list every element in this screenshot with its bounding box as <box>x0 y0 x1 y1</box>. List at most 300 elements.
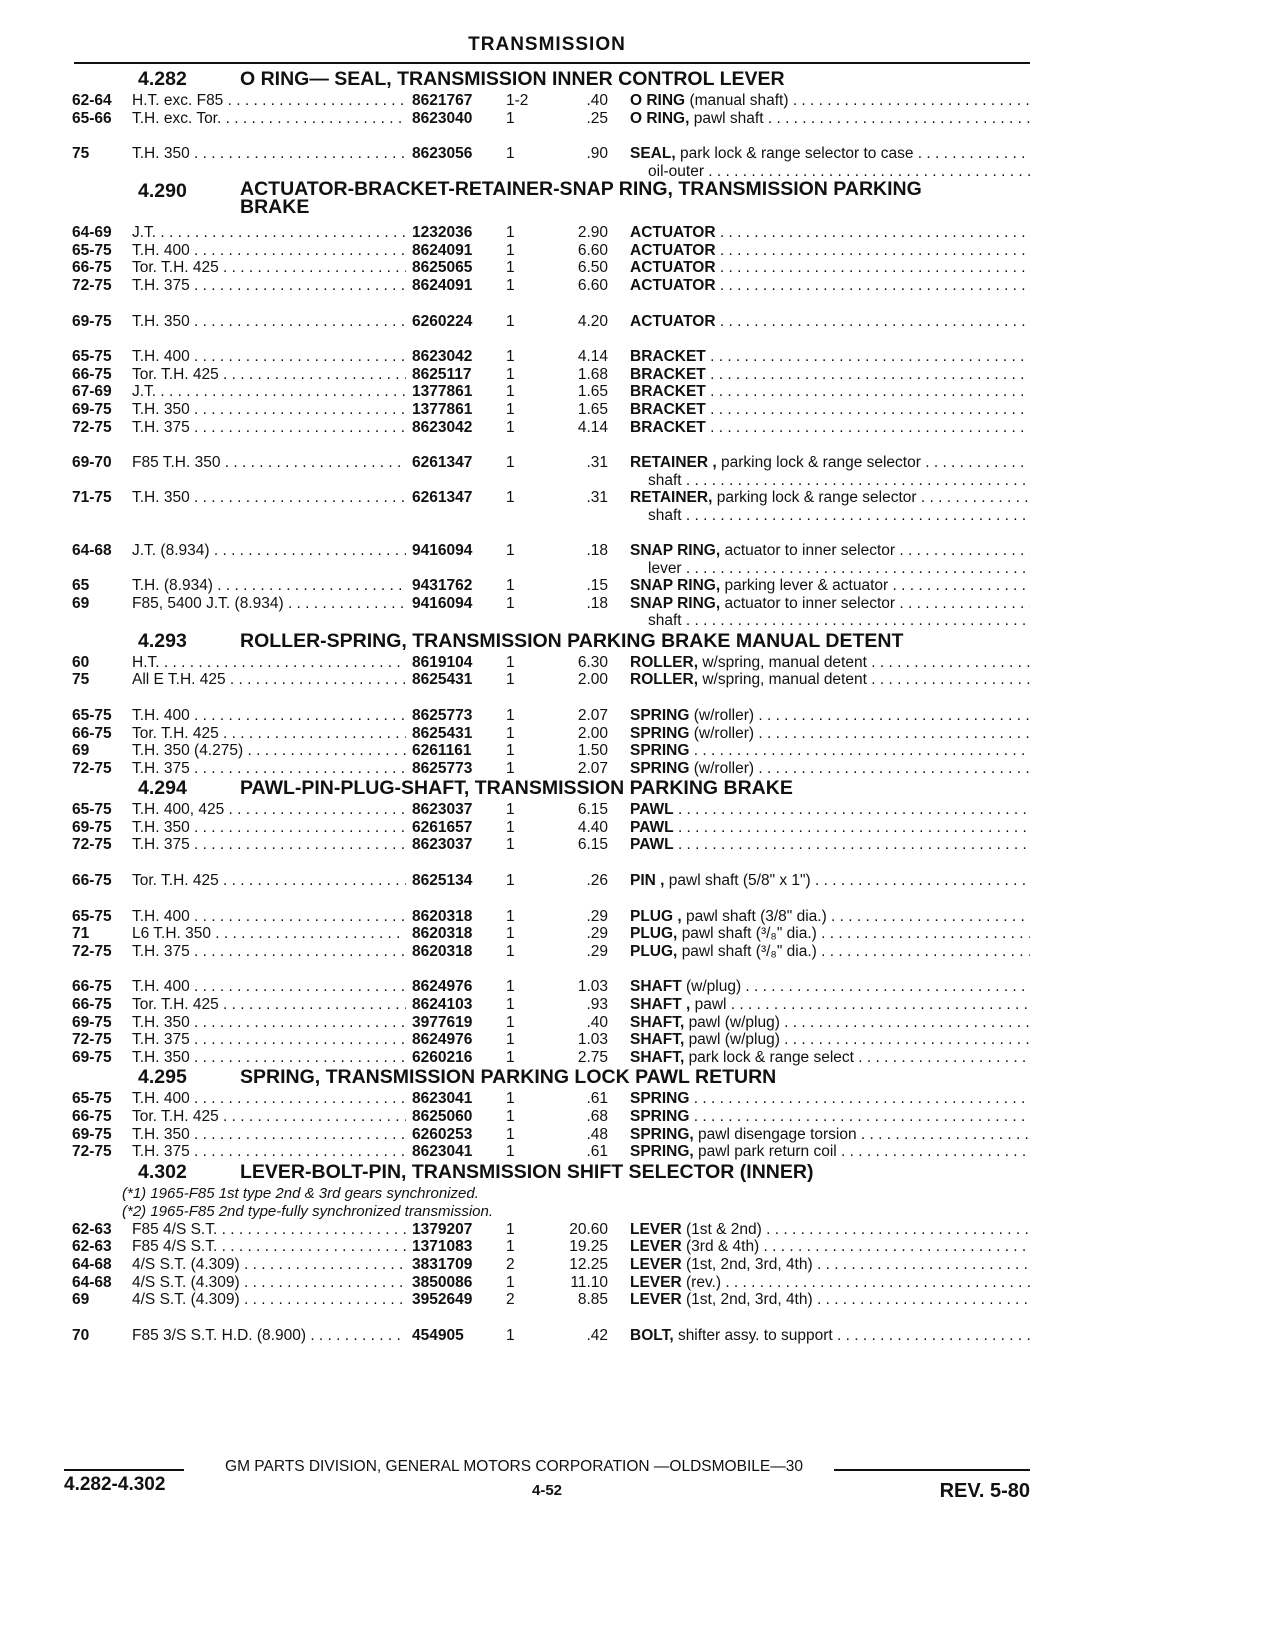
part-name: PIN , <box>630 872 665 890</box>
description-line <box>630 725 1030 743</box>
description <box>630 707 1030 725</box>
part-name: PAWL <box>630 801 674 819</box>
description <box>630 872 1030 890</box>
application: T.H. 400, 425 . . . <box>132 801 450 819</box>
application: T.H. 400 . . . <box>132 978 450 996</box>
description <box>630 366 1030 384</box>
price: .40 <box>586 92 608 109</box>
part-row <box>64 725 1030 743</box>
application: 4/S S.T. (4.309) . . . <box>132 1274 450 1292</box>
quantity: 1 <box>506 1108 515 1125</box>
price: 6.60 <box>577 276 608 294</box>
part-detail: pawl shaft (³/₈" dia.) <box>681 925 817 943</box>
application: T.H. 375 . . . <box>132 836 450 854</box>
part-row <box>64 454 1030 489</box>
description-line <box>630 259 1030 277</box>
quantity: 1 <box>506 724 515 742</box>
part-detail: pawl shaft (3/8" dia.) <box>685 907 827 925</box>
application: 4/S S.T. (4.309) . . . <box>132 1291 450 1309</box>
description <box>630 943 1030 961</box>
quantity: 1 <box>506 454 515 472</box>
section-note: (*1) 1965-F85 1st type 2nd & 3rd gears synchronized. <box>122 1184 479 1202</box>
description <box>630 654 1030 672</box>
part-detail: (rev.) <box>686 1273 722 1291</box>
quantity: 1 <box>506 925 515 943</box>
description <box>630 1256 1030 1274</box>
part-row <box>64 595 1030 630</box>
model-years: 64-68 <box>72 1255 112 1273</box>
part-number: 8623040 <box>406 110 502 128</box>
price: 1.68 <box>577 365 608 383</box>
part-row <box>64 801 1030 819</box>
application: H.T. . . . <box>132 654 450 672</box>
part-row <box>64 760 1030 778</box>
part-detail: actuator to inner selector <box>724 594 896 612</box>
model-years: 66-75 <box>72 724 112 742</box>
application: F85 T.H. 350 . . . <box>132 454 450 472</box>
part-row <box>64 383 1030 401</box>
model-years: 60 <box>72 653 90 671</box>
section-heading <box>64 1066 1030 1090</box>
quantity: 1 <box>506 1238 515 1256</box>
part-number: 8625773 <box>406 707 502 725</box>
model-years: 64-68 <box>72 1273 112 1291</box>
part-detail: w/spring, manual detent <box>702 653 867 671</box>
model-years: 69-75 <box>72 312 112 330</box>
quantity: 1 <box>506 907 515 925</box>
description-continuation: shaft . . . <box>630 612 1030 630</box>
quantity: 1 <box>506 759 515 777</box>
quantity: 1 <box>506 1031 515 1049</box>
quantity: 1 <box>506 348 515 366</box>
price: 6.15 <box>577 801 608 819</box>
part-row <box>64 348 1030 366</box>
group-spacer <box>64 854 1030 872</box>
quantity: 1 <box>506 1143 515 1161</box>
application: T.H. 350 . . . <box>132 1126 450 1144</box>
part-row <box>64 313 1030 331</box>
quantity: 1 <box>506 365 515 383</box>
price: 20.60 <box>569 1220 608 1238</box>
group-spacer <box>64 890 1030 908</box>
part-number: 8620318 <box>406 925 502 943</box>
section-number: 4.293 <box>138 629 187 652</box>
part-name: BRACKET <box>630 383 706 401</box>
price: 8.85 <box>577 1291 608 1309</box>
description-line <box>630 1256 1030 1274</box>
price: .40 <box>586 1013 608 1031</box>
description <box>630 454 1030 489</box>
part-name: PLUG , <box>630 907 682 925</box>
part-detail: pawl (w/plug) <box>688 1013 780 1031</box>
description-line <box>630 1031 1030 1049</box>
header-rule <box>74 62 1030 64</box>
quantity: 1 <box>506 1326 515 1344</box>
description <box>630 1014 1030 1032</box>
price: 1.50 <box>577 742 608 760</box>
price: 1.03 <box>577 978 608 996</box>
part-name: SNAP RING, <box>630 577 721 595</box>
quantity: 1 <box>506 742 515 760</box>
part-row <box>64 836 1030 854</box>
model-years: 65 <box>72 577 90 595</box>
model-years: 66-75 <box>72 996 112 1014</box>
application: T.H. 375 . . . <box>132 277 450 295</box>
application: T.H. 400 . . . <box>132 707 450 725</box>
quantity: 1 <box>506 224 515 242</box>
application: T.H. 350 . . . <box>132 401 450 419</box>
footer-rule-right <box>834 1469 1030 1471</box>
price: 4.14 <box>577 348 608 366</box>
section-title: LEVER-BOLT-PIN, TRANSMISSION SHIFT SELECTOR (INNER) <box>240 1160 814 1183</box>
description-line <box>630 707 1030 725</box>
part-number: 6261347 <box>406 454 502 472</box>
price: 2.00 <box>577 724 608 742</box>
description-line <box>630 313 1030 331</box>
description-line <box>630 1126 1030 1144</box>
application: Tor. T.H. 425 . . . <box>132 1108 450 1126</box>
part-row <box>64 1031 1030 1049</box>
part-number: 8625134 <box>406 872 502 890</box>
part-number: 8623042 <box>406 419 502 437</box>
catalog-section <box>64 1161 1030 1345</box>
footer-page-number: 4-52 <box>531 1482 563 1499</box>
price: 12.25 <box>569 1255 608 1273</box>
description-line <box>630 224 1030 242</box>
part-number: 8624976 <box>406 1031 502 1049</box>
section-note: (*2) 1965-F85 2nd type-fully synchronized transmission. <box>122 1202 494 1220</box>
description-line <box>630 1108 1030 1126</box>
description <box>630 819 1030 837</box>
part-name: O RING, <box>630 109 690 127</box>
group-spacer <box>64 436 1030 454</box>
application: 4/S S.T. (4.309) . . . <box>132 1256 450 1274</box>
price: .18 <box>586 542 608 560</box>
price: .61 <box>586 1143 608 1161</box>
description <box>630 1327 1030 1345</box>
model-years: 72-75 <box>72 276 112 294</box>
part-number: 8623056 <box>406 145 502 163</box>
part-number: 9416094 <box>406 595 502 613</box>
part-row <box>64 577 1030 595</box>
model-years: 66-75 <box>72 978 112 996</box>
section-heading <box>64 630 1030 654</box>
description-line <box>630 383 1030 401</box>
part-number: 6260253 <box>406 1126 502 1144</box>
description <box>630 1221 1030 1239</box>
price: 4.14 <box>577 418 608 436</box>
quantity: 1 <box>506 241 515 259</box>
model-years: 65-75 <box>72 348 112 366</box>
application: T.H. exc. Tor. . . . <box>132 110 450 128</box>
description-line <box>630 489 1030 507</box>
part-name: PAWL <box>630 818 674 836</box>
description-line <box>630 542 1030 560</box>
part-row <box>64 419 1030 437</box>
quantity: 1 <box>506 706 515 724</box>
description-line <box>630 145 1030 163</box>
part-row <box>64 1014 1030 1032</box>
part-name: LEVER <box>630 1255 682 1273</box>
part-name: BRACKET <box>630 365 706 383</box>
model-years: 66-75 <box>72 1108 112 1125</box>
description <box>630 348 1030 366</box>
part-row <box>64 943 1030 961</box>
section-title: O RING— SEAL, TRANSMISSION INNER CONTROL LEVER <box>240 68 785 90</box>
part-name: LEVER <box>630 1273 682 1291</box>
part-name: SPRING <box>630 724 690 742</box>
application: T.H. 400 . . . <box>132 348 450 366</box>
model-years: 66-75 <box>72 872 112 890</box>
description <box>630 671 1030 689</box>
description <box>630 760 1030 778</box>
part-name: SNAP RING, <box>630 594 721 612</box>
application: T.H. 375 . . . <box>132 943 450 961</box>
section-title: ACTUATOR-BRACKET-RETAINER-SNAP RING, TRANSMISSION PARKING BRAKE <box>240 178 922 219</box>
description-line <box>630 1049 1030 1067</box>
description-continuation: oil-outer . . . <box>630 163 1030 181</box>
model-years: 62-63 <box>72 1220 112 1238</box>
part-number: 1377861 <box>406 383 502 401</box>
price: .93 <box>586 996 608 1014</box>
part-row <box>64 242 1030 260</box>
description-line <box>630 925 1030 943</box>
part-detail: park lock & range selector to case <box>679 145 914 163</box>
part-row <box>64 872 1030 890</box>
quantity: 1 <box>506 276 515 294</box>
sections-container <box>64 68 1030 1344</box>
part-name: SNAP RING, <box>630 542 721 560</box>
part-number: 8624103 <box>406 996 502 1014</box>
part-name: SHAFT, <box>630 1031 685 1049</box>
quantity: 1 <box>506 653 515 671</box>
description-line <box>630 978 1030 996</box>
description <box>630 145 1030 180</box>
description-line <box>630 348 1030 366</box>
part-name: SPRING <box>630 759 690 777</box>
part-number: 3977619 <box>406 1014 502 1032</box>
model-years: 66-75 <box>72 259 112 277</box>
part-row <box>64 1256 1030 1274</box>
price: .29 <box>586 942 608 960</box>
description <box>630 383 1030 401</box>
model-years: 69-75 <box>72 400 112 418</box>
quantity: 1 <box>506 145 515 163</box>
part-number: 8625773 <box>406 760 502 778</box>
description <box>630 1291 1030 1309</box>
model-years: 64-68 <box>72 542 112 560</box>
description <box>630 489 1030 524</box>
description <box>630 836 1030 854</box>
part-number: 6261657 <box>406 819 502 837</box>
model-years: 72-75 <box>72 759 112 777</box>
part-number: 3952649 <box>406 1291 502 1309</box>
part-name: ACTUATOR <box>630 241 716 259</box>
group-spacer <box>64 689 1030 707</box>
application: F85, 5400 J.T. (8.934) . . . <box>132 595 450 613</box>
model-years: 69-75 <box>72 818 112 836</box>
part-number: 8620318 <box>406 908 502 926</box>
description-line <box>630 943 1030 961</box>
part-detail: (w/plug) <box>685 978 742 996</box>
application: J.T. (8.934) . . . <box>132 542 450 560</box>
part-name: ROLLER, <box>630 653 699 671</box>
part-row <box>64 925 1030 943</box>
catalog-section <box>64 180 1030 630</box>
part-number: 8625117 <box>406 366 502 384</box>
catalog-section <box>64 1066 1030 1160</box>
model-years: 65-75 <box>72 801 112 819</box>
part-name: ACTUATOR <box>630 312 716 330</box>
model-years: 72-75 <box>72 418 112 436</box>
model-years: 69-75 <box>72 1125 112 1143</box>
model-years: 65-75 <box>72 907 112 925</box>
quantity: 1 <box>506 1273 515 1291</box>
part-detail: pawl <box>694 996 727 1014</box>
part-row <box>64 542 1030 577</box>
part-number: 454905 <box>406 1327 502 1345</box>
part-row <box>64 259 1030 277</box>
application: T.H. 350 (4.275) . . . <box>132 742 450 760</box>
price: 6.15 <box>577 836 608 854</box>
description <box>630 542 1030 577</box>
price: .61 <box>586 1090 608 1108</box>
quantity: 1 <box>506 1090 515 1108</box>
section-heading <box>64 180 1030 224</box>
part-detail: (1st, 2nd, 3rd, 4th) <box>686 1255 813 1273</box>
part-detail: shifter assy. to support <box>677 1326 833 1344</box>
model-years: 71-75 <box>72 489 112 507</box>
description <box>630 978 1030 996</box>
application: J.T. . . . <box>132 224 450 242</box>
application: Tor. T.H. 425 . . . <box>132 996 450 1014</box>
description-line <box>630 419 1030 437</box>
description-line <box>630 1090 1030 1108</box>
part-row <box>64 819 1030 837</box>
price: 1.03 <box>577 1031 608 1049</box>
price: 2.00 <box>577 671 608 689</box>
part-row <box>64 908 1030 926</box>
part-number: 8624091 <box>406 277 502 295</box>
part-detail: (1st, 2nd, 3rd, 4th) <box>686 1291 813 1309</box>
application: T.H. 375 . . . <box>132 1143 450 1161</box>
part-name: ACTUATOR <box>630 224 716 242</box>
quantity: 1 <box>506 942 515 960</box>
price: 6.60 <box>577 241 608 259</box>
application: J.T. . . . <box>132 383 450 401</box>
description-line <box>630 1238 1030 1256</box>
part-name: LEVER <box>630 1238 682 1256</box>
application: T.H. 375 . . . <box>132 760 450 778</box>
part-detail: pawl park return coil <box>698 1143 837 1161</box>
description <box>630 1108 1030 1126</box>
section-number: 4.294 <box>138 777 187 800</box>
part-row <box>64 1049 1030 1067</box>
quantity: 1 <box>506 1013 515 1031</box>
description <box>630 925 1030 943</box>
catalog-section <box>64 777 1030 1066</box>
price: .31 <box>586 489 608 507</box>
price: .25 <box>586 109 608 127</box>
part-name: PLUG, <box>630 942 678 960</box>
part-row <box>64 401 1030 419</box>
part-row <box>64 1291 1030 1309</box>
section-title: PAWL-PIN-PLUG-SHAFT, TRANSMISSION PARKING BRAKE <box>240 777 793 800</box>
part-number: 8623037 <box>406 801 502 819</box>
model-years: 69 <box>72 1291 90 1309</box>
section-title: ROLLER-SPRING, TRANSMISSION PARKING BRAKE MANUAL DETENT <box>240 629 904 652</box>
part-name: SHAFT , <box>630 996 691 1014</box>
part-name: SPRING <box>630 742 690 760</box>
model-years: 72-75 <box>72 836 112 854</box>
part-name: SHAFT, <box>630 1048 685 1066</box>
part-name: O RING <box>630 92 686 109</box>
application: F85 4/S S.T. . . . <box>132 1221 450 1239</box>
part-number: 1232036 <box>406 224 502 242</box>
part-name: SHAFT <box>630 978 682 996</box>
part-detail: pawl (w/plug) <box>688 1031 780 1049</box>
quantity: 1 <box>506 577 515 595</box>
part-number: 8623037 <box>406 836 502 854</box>
description-continuation: shaft . . . <box>630 507 1030 525</box>
part-name: BRACKET <box>630 348 706 366</box>
section-number: 4.282 <box>138 68 187 90</box>
price: 1.65 <box>577 400 608 418</box>
description-line <box>630 1014 1030 1032</box>
part-detail: parking lock & range selector <box>716 489 917 507</box>
part-row <box>64 489 1030 524</box>
application: Tor. T.H. 425 . . . <box>132 366 450 384</box>
part-number: 8625431 <box>406 725 502 743</box>
part-detail: actuator to inner selector <box>724 542 896 560</box>
description-line <box>630 836 1030 854</box>
part-name: LEVER <box>630 1291 682 1309</box>
group-spacer <box>64 330 1030 348</box>
price: .26 <box>586 872 608 890</box>
description <box>630 1143 1030 1161</box>
description <box>630 242 1030 260</box>
description <box>630 401 1030 419</box>
model-years: 62-64 <box>72 92 112 109</box>
application: T.H. 400 . . . <box>132 1090 450 1108</box>
quantity: 2 <box>506 1255 515 1273</box>
description <box>630 996 1030 1014</box>
description <box>630 577 1030 595</box>
part-detail: (w/roller) <box>693 759 755 777</box>
part-detail: (manual shaft) <box>689 92 789 109</box>
quantity: 1 <box>506 818 515 836</box>
part-detail: w/spring, manual detent <box>702 671 867 689</box>
part-detail: (3rd & 4th) <box>686 1238 760 1256</box>
part-number: 1371083 <box>406 1238 502 1256</box>
description-line <box>630 908 1030 926</box>
part-number: 8623041 <box>406 1143 502 1161</box>
application: T.H. 350 . . . <box>132 1049 450 1067</box>
price: 1.65 <box>577 383 608 401</box>
part-name: SPRING, <box>630 1143 694 1161</box>
part-name: ROLLER, <box>630 671 699 689</box>
catalog-page <box>64 30 1030 1610</box>
price: 4.40 <box>577 818 608 836</box>
model-years: 64-69 <box>72 224 112 242</box>
description <box>630 419 1030 437</box>
model-years: 75 <box>72 145 90 163</box>
part-detail: pawl disengage torsion <box>698 1125 857 1143</box>
application: T.H. 375 . . . <box>132 1031 450 1049</box>
part-number: 8621767 <box>406 92 502 110</box>
description <box>630 1126 1030 1144</box>
price: .42 <box>586 1326 608 1344</box>
